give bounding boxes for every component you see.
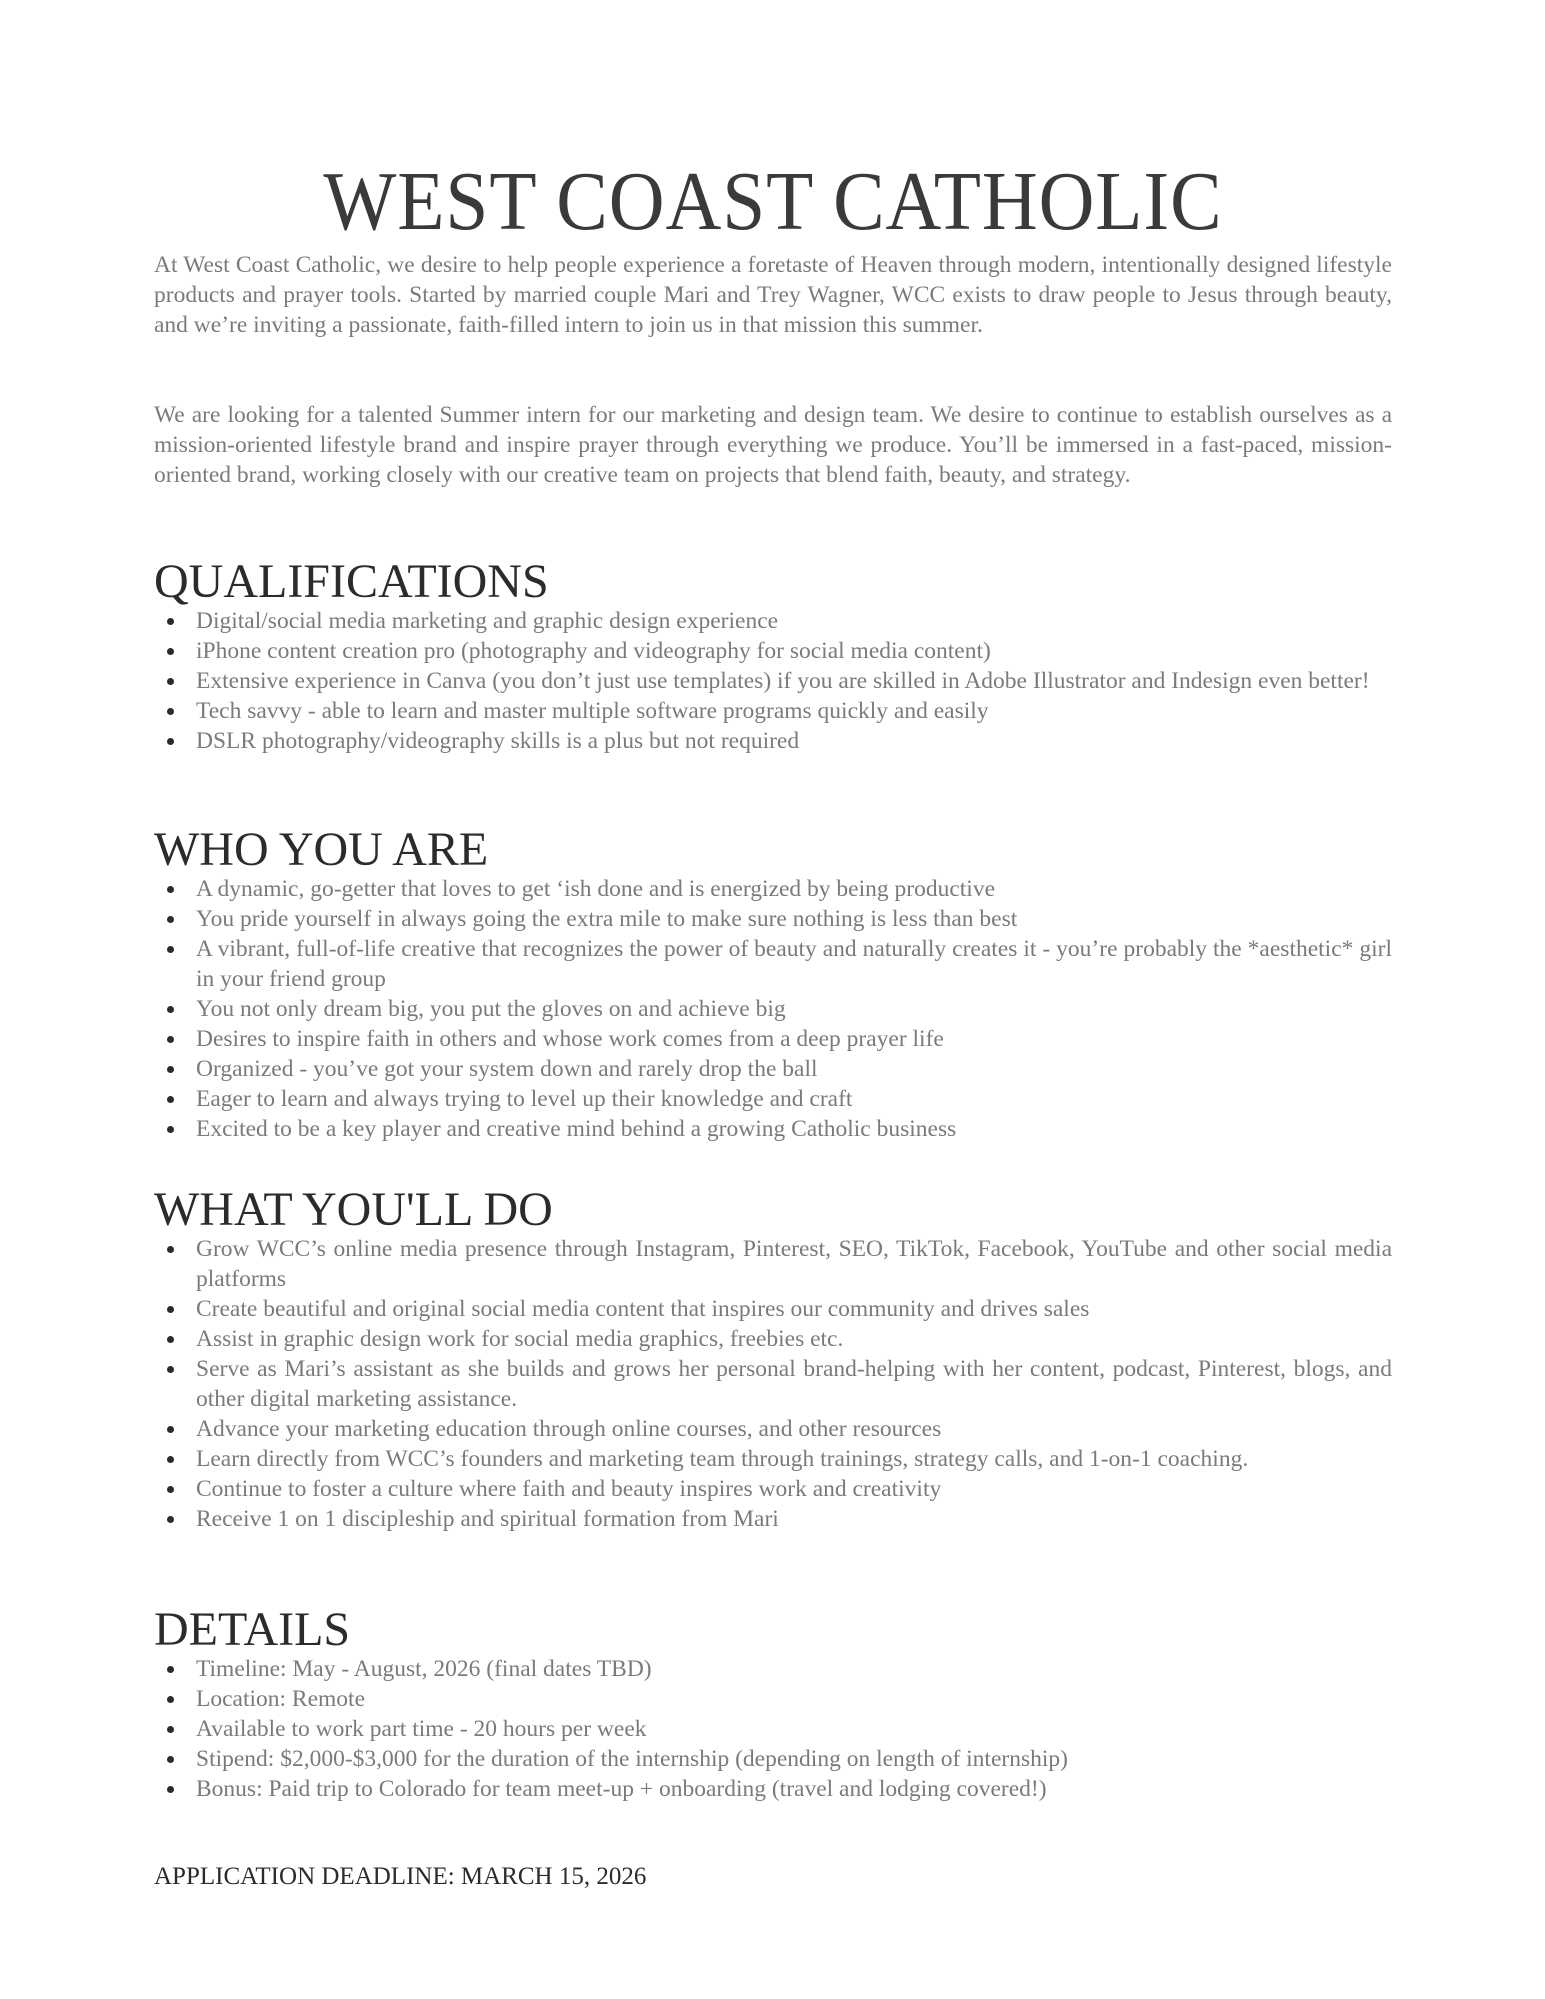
bullet-icon [167, 946, 174, 953]
intro-paragraph-2: We are looking for a talented Summer intern for our marketing and design team. We desire to continue to establish ourselves as a mission-oriented lifestyle brand and inspire prayer through everything we produce. You’ll be immersed in a fast-paced, mission-oriented brand, working closely with our creative team on projects that blend faith, beauty, and strategy. [154, 402, 1392, 488]
list-item [154, 1744, 1392, 1774]
qualifications-heading: QUALIFICATIONS [154, 555, 549, 608]
document-title: WEST COAST CATHOLIC [323, 155, 1223, 249]
bullet-icon [167, 1786, 174, 1793]
list-item [154, 934, 1392, 994]
list-item-text: Advance your marketing education through online courses, and other resources [196, 1416, 942, 1442]
list-item [154, 1354, 1392, 1414]
bullet-icon [167, 1336, 174, 1343]
list-item-text: Eager to learn and always trying to level up their knowledge and craft [196, 1086, 853, 1112]
list-item-text: Continue to foster a culture where faith and beauty inspires work and creativity [196, 1476, 942, 1502]
list-item-text: Assist in graphic design work for social media graphics, freebies etc. [196, 1326, 844, 1352]
bullet-icon [167, 1006, 174, 1013]
details-heading: DETAILS [154, 1603, 351, 1656]
list-item [154, 1024, 1392, 1054]
bullet-icon [167, 1516, 174, 1523]
list-item-text: A vibrant, full-of-life creative that recognizes the power of beauty and naturally creates it - you’re probably the *aesthetic* girl in your friend group [196, 936, 1392, 992]
list-item-text: Stipend: $2,000-$3,000 for the duration of the internship (depending on length of internship) [196, 1746, 1068, 1772]
list-item [154, 606, 1392, 636]
list-item [154, 636, 1392, 666]
list-item-text: Serve as Mari’s assistant as she builds and grows her personal brand-helping with her content, podcast, Pinterest, blogs, and other digital marketing assistance. [196, 1356, 1392, 1412]
bullet-icon [167, 618, 174, 625]
list-item-text: Organized - you’ve got your system down and rarely drop the ball [196, 1056, 818, 1082]
list-item-text: Available to work part time - 20 hours per week [196, 1716, 647, 1742]
list-item [154, 1114, 1392, 1144]
list-item-text: You not only dream big, you put the gloves on and achieve big [196, 996, 786, 1022]
list-item-text: Bonus: Paid trip to Colorado for team meet-up + onboarding (travel and lodging covered!) [196, 1776, 1047, 1802]
list-item [154, 1444, 1392, 1474]
list-item [154, 904, 1392, 934]
list-item-text: iPhone content creation pro (photography and videography for social media content) [196, 638, 991, 664]
bullet-icon [167, 1096, 174, 1103]
bullet-icon [167, 1456, 174, 1463]
bullet-icon [167, 1486, 174, 1493]
what-youll-do-list [154, 1234, 1392, 1534]
bullet-icon [167, 1306, 174, 1313]
who-you-are-heading: WHO YOU ARE [154, 823, 489, 876]
list-item-text: DSLR photography/videography skills is a plus but not required [196, 728, 800, 754]
list-item [154, 1714, 1392, 1744]
list-item-text: You pride yourself in always going the extra mile to make sure nothing is less than best [196, 906, 1018, 932]
list-item-text: Digital/social media marketing and graphic design experience [196, 608, 779, 634]
list-item-text: Grow WCC’s online media presence through Instagram, Pinterest, SEO, TikTok, Facebook, YouTube and other social media platforms [196, 1236, 1392, 1292]
list-item [154, 1474, 1392, 1504]
list-item-text: Timeline: May - August, 2026 (final dates TBD) [196, 1656, 652, 1682]
bullet-icon [167, 1366, 174, 1373]
list-item-text: Tech savvy - able to learn and master multiple software programs quickly and easily [196, 698, 989, 724]
list-item [154, 1234, 1392, 1294]
list-item [154, 1294, 1392, 1324]
bullet-icon [167, 916, 174, 923]
list-item [154, 1054, 1392, 1084]
list-item [154, 726, 1392, 756]
list-item [154, 1654, 1392, 1684]
bullet-icon [167, 1666, 174, 1673]
what-youll-do-heading: WHAT YOU'LL DO [154, 1183, 553, 1236]
list-item [154, 1084, 1392, 1114]
intro-paragraph-1: At West Coast Catholic, we desire to help people experience a foretaste of Heaven through modern, intentionally designed lifestyle products and prayer tools. Started by married couple Mari and Trey Wagner, WCC exists to draw people to Jesus through beauty, and we’re inviting a passionate, faith-filled intern to join us in that mission this summer. [154, 252, 1392, 338]
list-item [154, 994, 1392, 1024]
bullet-icon [167, 886, 174, 893]
bullet-icon [167, 1756, 174, 1763]
bullet-icon [167, 708, 174, 715]
list-item-text: Desires to inspire faith in others and whose work comes from a deep prayer life [196, 1026, 944, 1052]
bullet-icon [167, 678, 174, 685]
list-item [154, 1324, 1392, 1354]
list-item-text: Receive 1 on 1 discipleship and spiritual formation from Mari [196, 1506, 779, 1532]
list-item [154, 1414, 1392, 1444]
bullet-icon [167, 738, 174, 745]
bullet-icon [167, 648, 174, 655]
bullet-icon [167, 1726, 174, 1733]
bullet-icon [167, 1696, 174, 1703]
bullet-icon [167, 1126, 174, 1133]
list-item-text: A dynamic, go-getter that loves to get ‘ish done and is energized by being productive [196, 876, 996, 902]
qualifications-list [154, 606, 1392, 756]
bullet-icon [167, 1246, 174, 1253]
list-item [154, 1504, 1392, 1534]
list-item [154, 696, 1392, 726]
bullet-icon [167, 1066, 174, 1073]
list-item-text: Excited to be a key player and creative mind behind a growing Catholic business [196, 1116, 957, 1142]
list-item-text: Extensive experience in Canva (you don’t just use templates) if you are skilled in Adobe Illustrator and Indesign even better! [196, 668, 1370, 694]
bullet-icon [167, 1036, 174, 1043]
bullet-icon [167, 1426, 174, 1433]
list-item [154, 666, 1392, 696]
list-item [154, 1684, 1392, 1714]
list-item-text: Create beautiful and original social media content that inspires our community and drives sales [196, 1296, 1090, 1322]
list-item [154, 1774, 1392, 1804]
list-item-text: Location: Remote [196, 1686, 366, 1712]
who-you-are-list [154, 874, 1392, 1144]
application-deadline: APPLICATION DEADLINE: MARCH 15, 2026 [154, 1863, 647, 1890]
list-item-text: Learn directly from WCC’s founders and marketing team through trainings, strategy calls, and 1-on-1 coaching. [196, 1446, 1249, 1472]
list-item [154, 874, 1392, 904]
details-list [154, 1654, 1392, 1804]
